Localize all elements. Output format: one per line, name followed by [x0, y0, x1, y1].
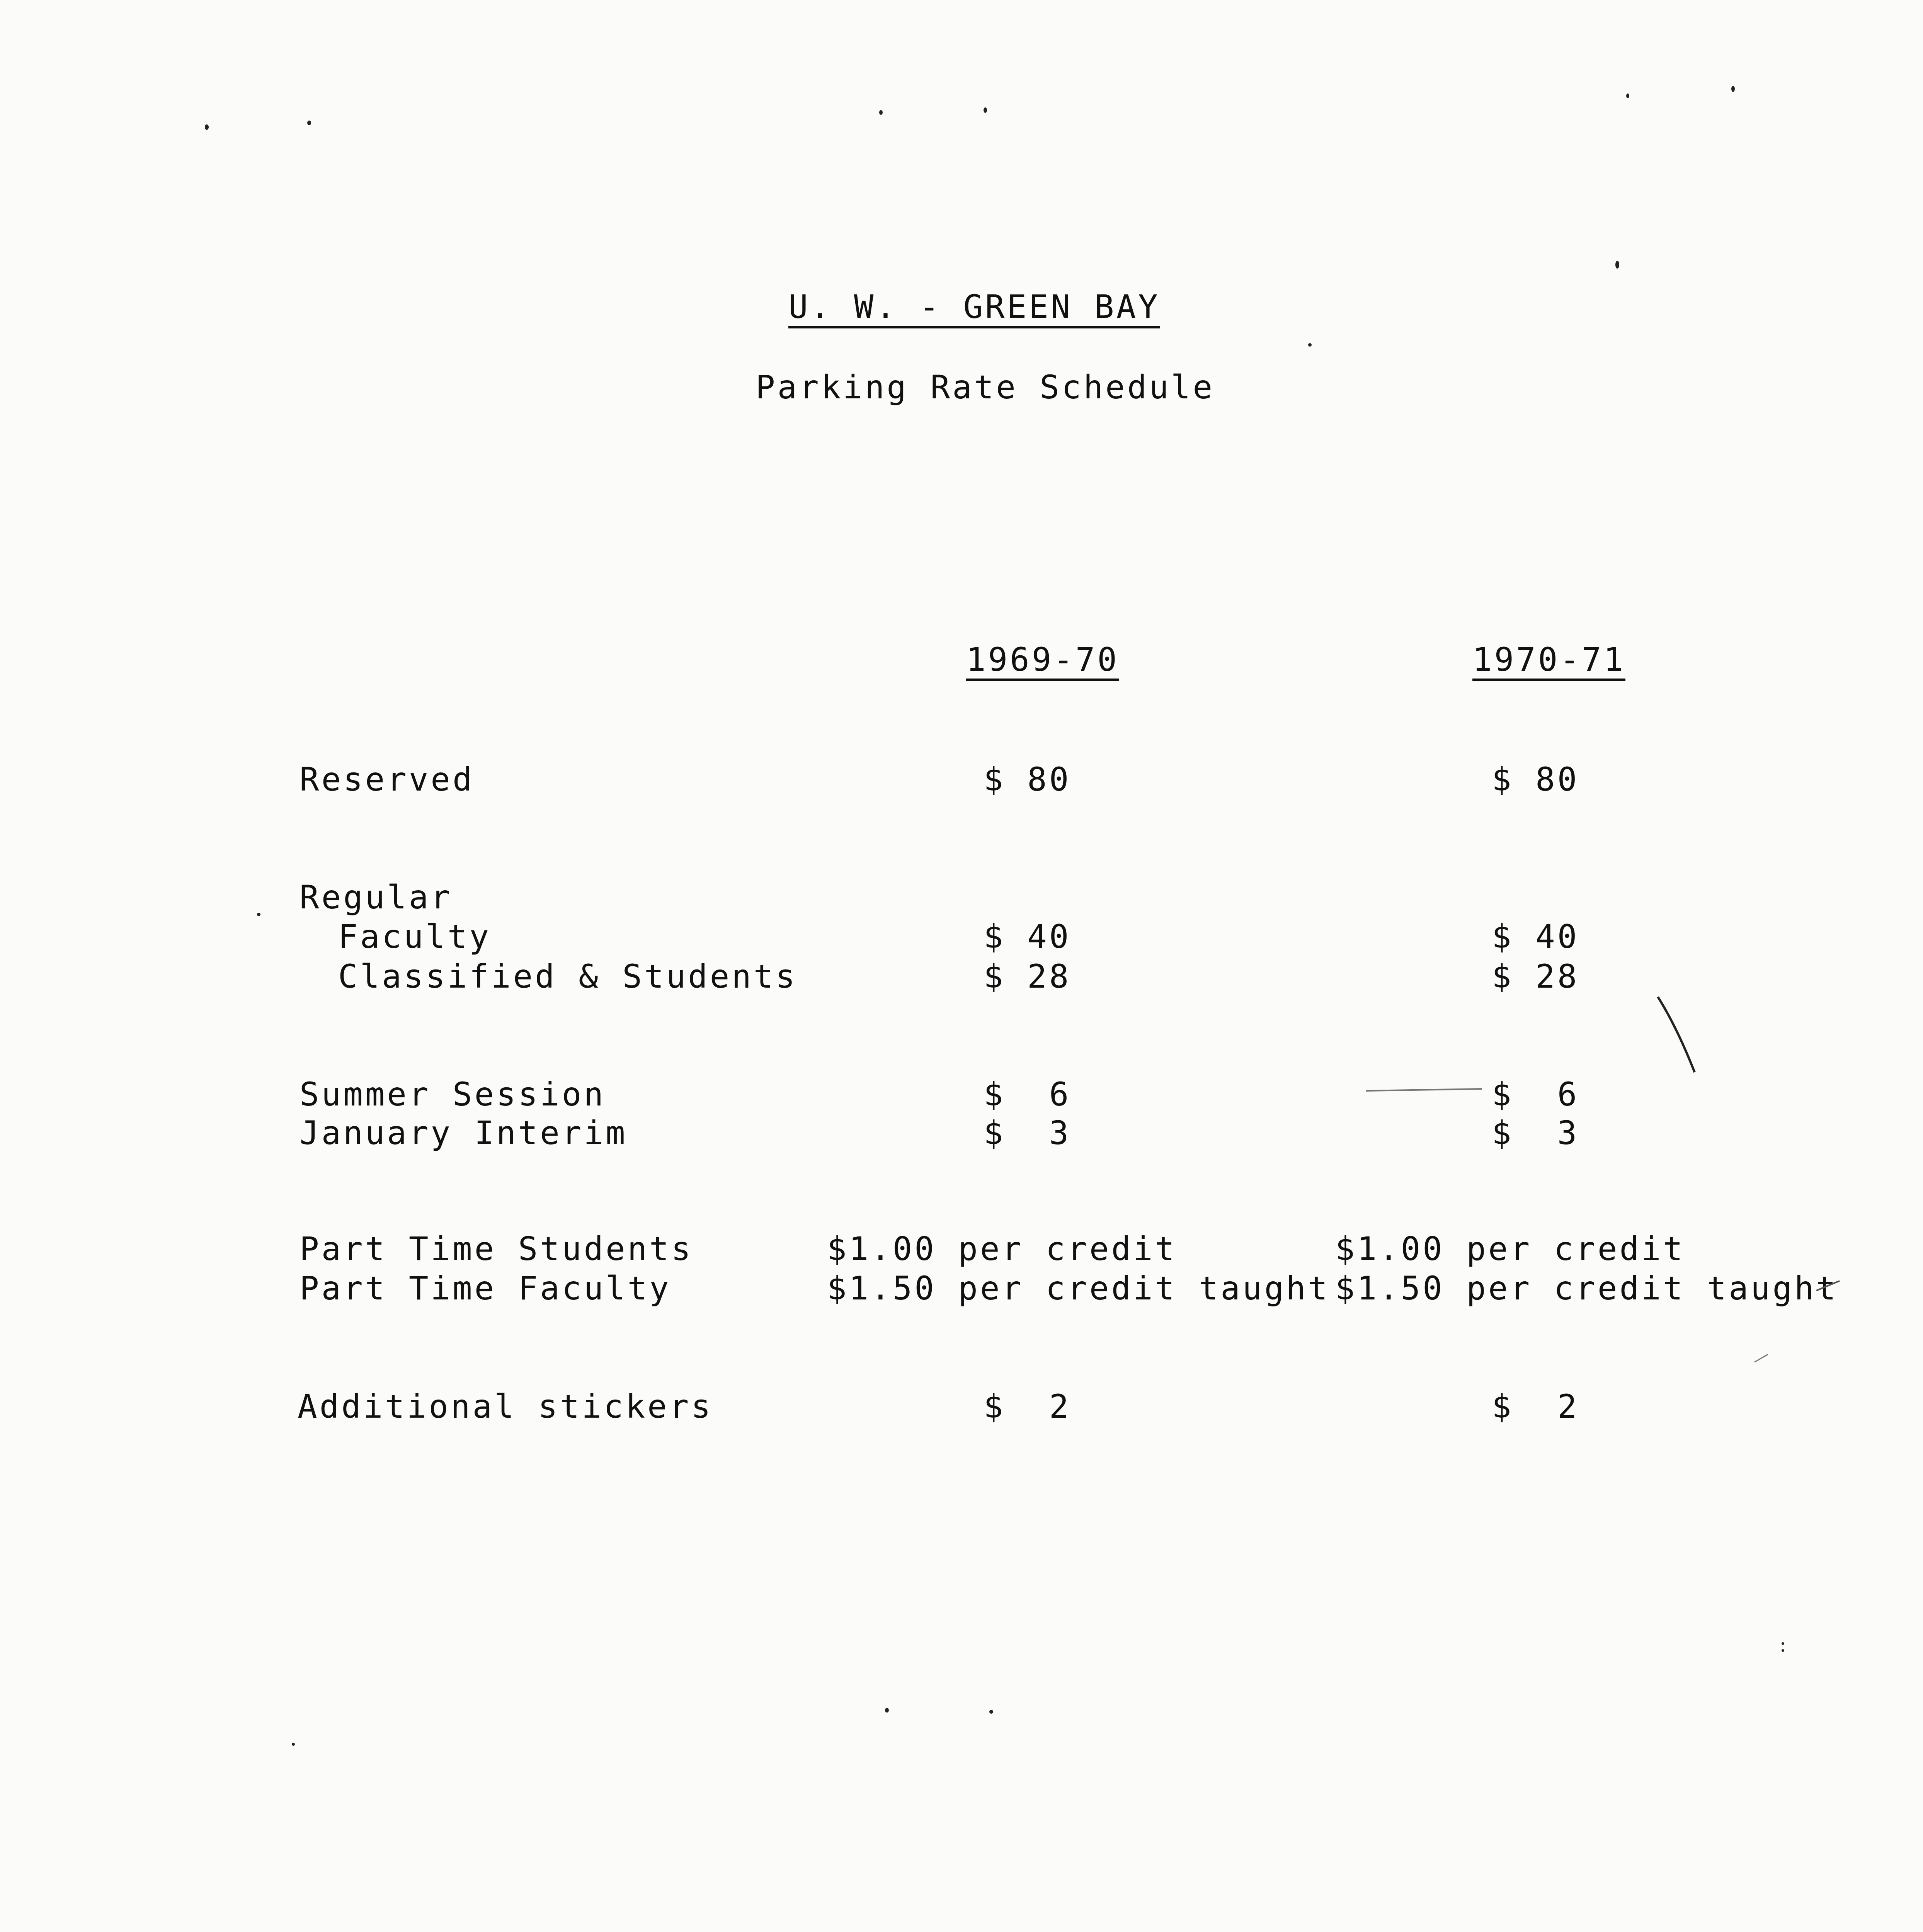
scan-speck — [984, 107, 987, 113]
scan-speck — [257, 913, 260, 916]
row-value-summer-1969-70: $ 6 — [984, 1075, 1071, 1113]
scan-speck — [885, 1708, 889, 1713]
scan-speck — [292, 1743, 295, 1746]
column-header-1970-71: 1970-71 — [1472, 641, 1626, 679]
document-title: U. W. - GREEN BAY — [788, 288, 1160, 326]
pen-tick-lower — [1755, 1354, 1768, 1362]
row-value-summer-1970-71: $ 6 — [1492, 1075, 1579, 1113]
row-value-stickers-1970-71: $ 2 — [1492, 1388, 1579, 1425]
row-label-regular: Regular — [300, 878, 453, 916]
row-label-summer-session: Summer Session — [300, 1075, 606, 1113]
row-value-classified-1970-71: $ 28 — [1492, 957, 1579, 995]
document-subtitle: Parking Rate Schedule — [756, 368, 1215, 406]
row-value-faculty-1969-70: $ 40 — [984, 918, 1071, 956]
scan-speck — [1782, 1649, 1784, 1652]
row-label-part-time-students: Part Time Students — [300, 1230, 693, 1268]
scan-speck — [205, 124, 209, 130]
row-value-faculty-1970-71: $ 40 — [1492, 918, 1579, 956]
row-value-reserved-1970-71: $ 80 — [1492, 760, 1579, 798]
row-label-reserved: Reserved — [300, 760, 475, 798]
scan-speck — [1615, 261, 1619, 269]
row-value-january-1969-70: $ 3 — [984, 1114, 1071, 1152]
row-label-classified-students: Classified & Students — [338, 957, 798, 995]
scan-speck — [1626, 94, 1629, 98]
row-value-pt-students-1970-71: $1.00 per credit — [1335, 1230, 1685, 1268]
scan-speck — [879, 110, 883, 115]
row-value-classified-1969-70: $ 28 — [984, 957, 1071, 995]
row-value-pt-students-1969-70: $1.00 per credit — [827, 1230, 1177, 1268]
row-value-january-1970-71: $ 3 — [1492, 1114, 1579, 1152]
scan-speck — [989, 1710, 993, 1714]
row-label-part-time-faculty: Part Time Faculty — [300, 1269, 671, 1307]
pen-tick-right — [1816, 1281, 1840, 1291]
row-value-pt-faculty-1970-71: $1.50 per credit taught — [1335, 1269, 1838, 1307]
row-label-additional-stickers: Additional stickers — [298, 1388, 713, 1425]
row-value-pt-faculty-1969-70: $1.50 per credit taught — [827, 1269, 1330, 1307]
row-value-stickers-1969-70: $ 2 — [984, 1388, 1071, 1425]
row-label-faculty: Faculty — [338, 918, 492, 956]
scan-speck — [307, 121, 311, 125]
scan-speck — [1731, 86, 1735, 92]
scan-speck — [1308, 343, 1312, 347]
row-label-january-interim: January Interim — [300, 1114, 628, 1152]
row-value-reserved-1969-70: $ 80 — [984, 760, 1071, 798]
pen-stroke-horizontal — [1366, 1089, 1482, 1091]
column-header-1969-70: 1969-70 — [966, 641, 1120, 679]
scan-speck — [1782, 1642, 1784, 1645]
pen-stroke-right — [1658, 997, 1695, 1072]
